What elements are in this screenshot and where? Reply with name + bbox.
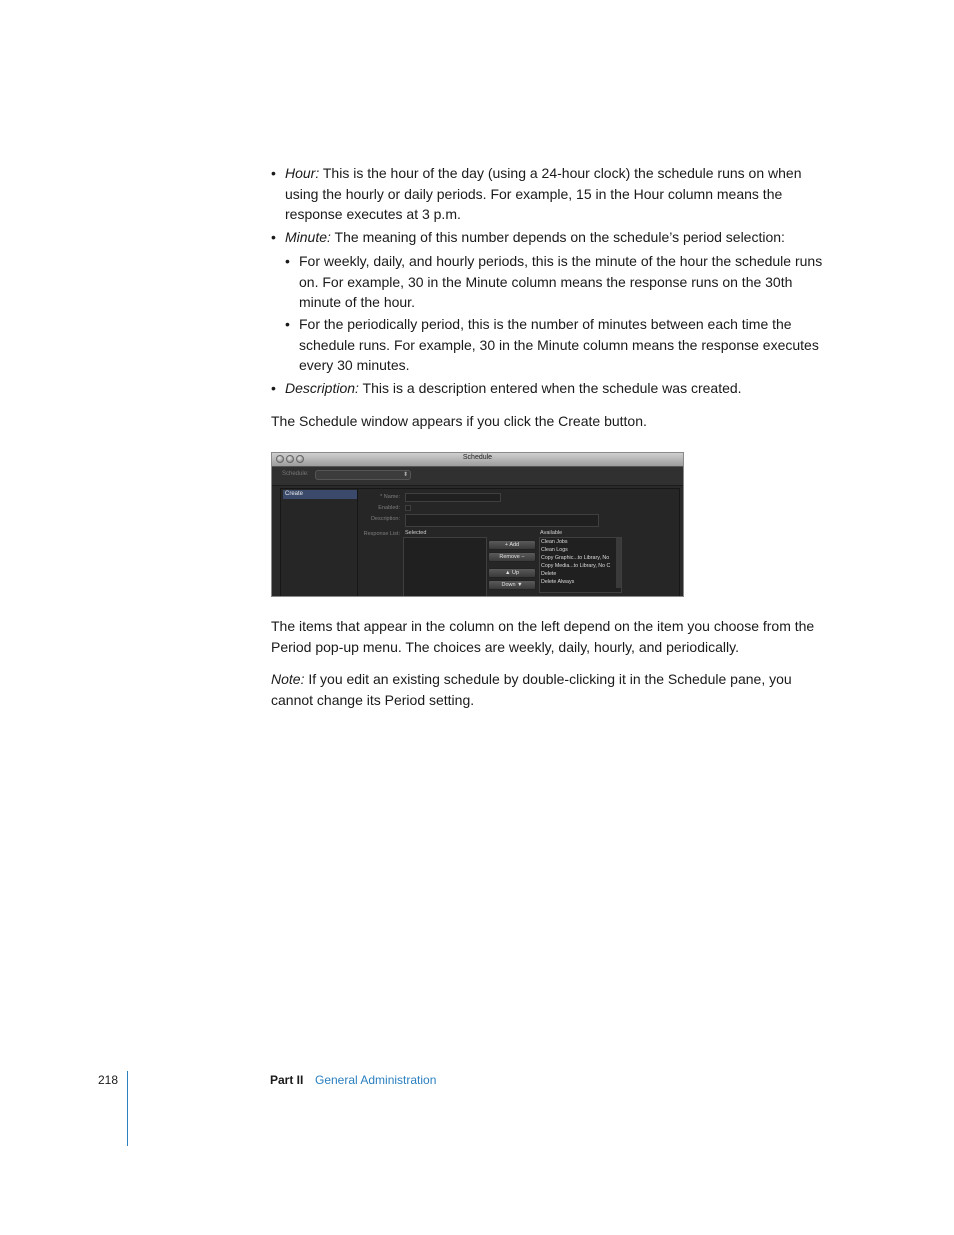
bullet-dot: •	[285, 316, 290, 332]
schedule-window-screenshot	[271, 452, 684, 597]
schedule-period-label: Schedule:	[282, 471, 309, 477]
term-hour: Hour:	[285, 165, 320, 181]
enabled-label: Enabled:	[378, 505, 400, 511]
enabled-checkbox[interactable]	[405, 505, 411, 511]
popup-arrows-icon: ⬍	[402, 472, 408, 478]
remove-icon: −	[521, 554, 525, 560]
add-label: Add	[509, 542, 520, 548]
page-number: 218	[98, 1073, 119, 1087]
up-label: Up	[511, 570, 519, 576]
term-minute: Minute:	[285, 229, 331, 245]
up-icon: ▲	[504, 570, 511, 576]
schedule-main-panel	[280, 488, 680, 597]
bullet-dot: •	[271, 229, 276, 245]
sub-bullet-periodically-text: For the periodically period, this is the number of minutes between each time the schedule runs. For example, 30 in the Minute column means the response executes every 30 minutes.	[299, 316, 819, 373]
selected-list[interactable]	[403, 537, 487, 597]
window-toolbar	[272, 467, 683, 486]
down-icon: ▼	[517, 582, 523, 588]
footer-divider	[127, 1071, 128, 1146]
bullet-dot: •	[285, 253, 290, 269]
list-item[interactable]: Copy Graphic...to Library, No	[541, 555, 610, 561]
down-label: Down	[501, 582, 516, 588]
period-popup-menu[interactable]	[315, 470, 411, 480]
text-hour: This is the hour of the day (using a 24-hour clock) the schedule runs on when using the hourly or daily periods. For example, 15 in the Hour column means the response executes at 3 p.m.	[285, 165, 802, 222]
remove-label: Remove	[499, 554, 520, 560]
note-label: Note:	[271, 671, 305, 687]
part-label: Part II	[270, 1073, 304, 1087]
bullet-dot: •	[271, 380, 276, 396]
available-scrollbar[interactable]	[616, 538, 621, 588]
intro-paragraph: The Schedule window appears if you click the Create button.	[271, 413, 647, 429]
window-titlebar	[272, 453, 683, 467]
bullet-hour	[271, 163, 826, 225]
list-item[interactable]: Delete	[541, 571, 557, 577]
bullet-description	[271, 378, 826, 399]
period-paragraph: The items that appear in the column on the left depend on the item you choose from the Period pop-up menu. The choices are weekly, daily, hourly, and periodically.	[271, 618, 815, 655]
note-paragraph	[271, 669, 831, 710]
list-item[interactable]: Copy Media...to Library, No C	[541, 563, 611, 569]
sub-bullet-weekly-text: For weekly, daily, and hourly periods, this is the minute of the hour the schedule runs on. For example, 30 in the Minute column means the response runs on the 30th minute of the hour.	[299, 253, 823, 310]
text-minute: The meaning of this number depends on the schedule’s period selection:	[330, 229, 785, 245]
down-button[interactable]	[488, 580, 536, 590]
available-header: Available	[540, 530, 563, 536]
add-button[interactable]	[488, 540, 536, 550]
name-label: * Name:	[380, 494, 400, 500]
up-button[interactable]	[488, 568, 536, 578]
term-description: Description:	[285, 380, 359, 396]
sub-bullet-periodically	[285, 314, 826, 376]
window-title: Schedule	[462, 454, 493, 461]
sub-bullet-weekly	[285, 251, 826, 313]
list-item[interactable]: Clean Jobs	[541, 539, 568, 545]
section-link[interactable]: General Administration	[315, 1073, 437, 1087]
add-icon: +	[504, 542, 509, 548]
list-item[interactable]: Delete Always	[541, 579, 575, 585]
response-list-label: Response List:	[363, 531, 400, 537]
list-item-create[interactable]: Create	[283, 490, 357, 499]
remove-button[interactable]	[488, 552, 536, 562]
text-description: This is a description entered when the schedule was created.	[358, 380, 742, 396]
name-field[interactable]	[405, 493, 501, 502]
description-label: Description:	[370, 516, 400, 522]
bullet-dot: •	[271, 165, 276, 181]
schedule-left-list[interactable]	[283, 489, 358, 597]
description-field[interactable]	[405, 514, 599, 527]
note-text: If you edit an existing schedule by double-clicking it in the Schedule pane, you cannot change its Period setting.	[271, 671, 792, 708]
bullet-minute	[271, 227, 826, 248]
available-list[interactable]	[539, 537, 622, 593]
list-item[interactable]: Clean Logs	[541, 547, 568, 553]
selected-header: Selected	[405, 530, 427, 536]
